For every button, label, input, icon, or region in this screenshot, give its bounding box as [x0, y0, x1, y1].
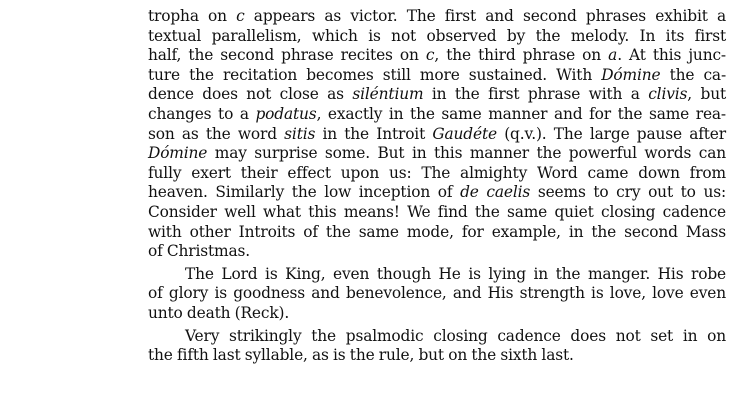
text-line: Very strikingly the psalmodic closing cadence does not set in on [185, 326, 726, 345]
text-line: the fifth last syllable, as is the rule, but on the sixth last. [148, 346, 574, 365]
text-line: Dómine may surprise some. But in this manner the powerful words can [148, 144, 726, 163]
text-line: textual parallelism, which is not observed by the melody. In its first [148, 26, 726, 45]
paragraph-3 [148, 327, 726, 366]
text-line: ture the recitation becomes still more sustained. With Dómine the ca- [148, 65, 726, 84]
paragraph-2 [148, 265, 726, 324]
text-line: heaven. Similarly the low inception of de caelis seems to cry out to us: [148, 183, 726, 202]
page-text [148, 7, 726, 369]
text-line: of glory is goodness and benevolence, and His strength is love, love even [148, 284, 726, 303]
text-line: of Christmas. [148, 242, 251, 261]
text-line: changes to a podatus, exactly in the same manner and for the same rea- [148, 104, 726, 123]
text-line: dence does not close as siléntium in the first phrase with a clivis, but [148, 85, 726, 104]
text-line: unto death (Reck). [148, 303, 290, 322]
text-line: half, the second phrase recites on c, the third phrase on a. At this junc- [148, 46, 726, 65]
text-line: Consider well what this means! We find the same quiet closing cadence [148, 202, 726, 221]
text-line: The Lord is King, even though He is lying in the manger. His robe [185, 264, 726, 283]
text-line: fully exert their effect upon us: The almighty Word came down from [148, 163, 726, 182]
text-line: son as the word sitis in the Introit Gaudéte (q.v.). The large pause after [148, 124, 726, 143]
paragraph-1 [148, 7, 726, 262]
text-line: with other Introits of the same mode, for example, in the second Mass [148, 222, 726, 241]
text-line: tropha on c appears as victor. The first and second phrases exhibit a [148, 7, 726, 25]
